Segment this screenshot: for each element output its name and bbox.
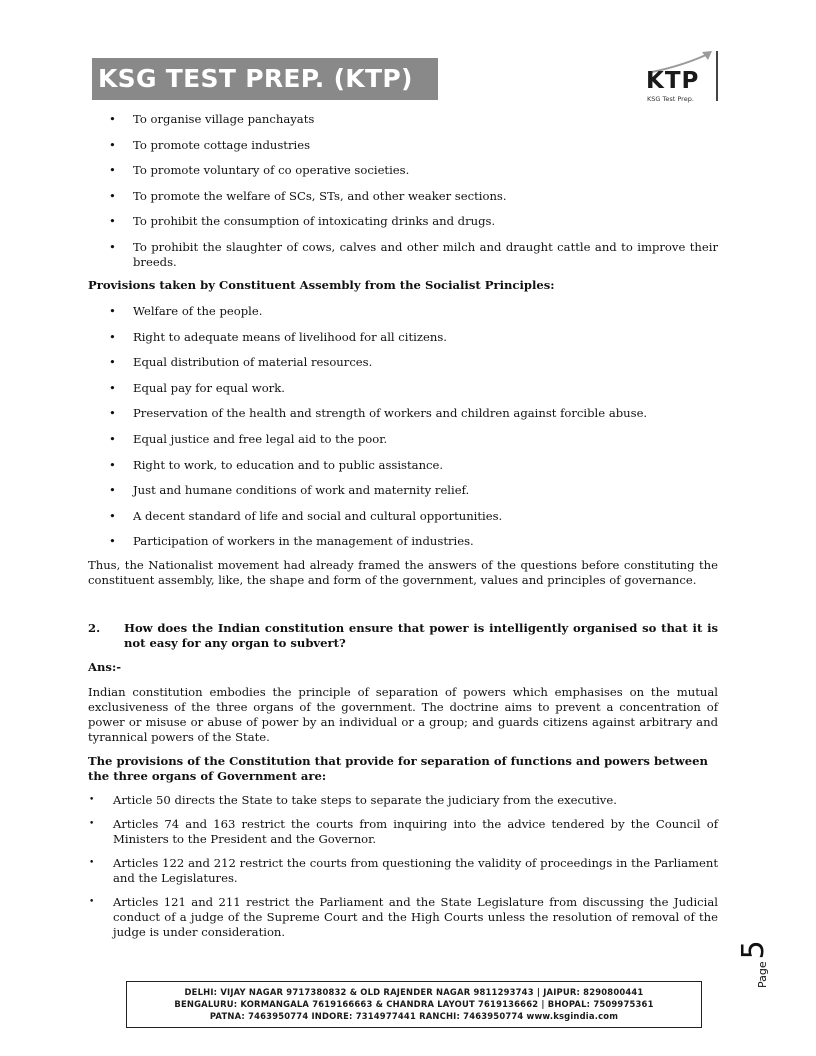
list-item: • Preservation of the health and strength of workers and children against forcible abuse. xyxy=(88,406,718,421)
footer-line: DELHI: VIJAY NAGAR 9717380832 & OLD RAJENDER NAGAR 9811293743 | JAIPUR: 8290800441 xyxy=(184,987,644,997)
list-item: • To prohibit the consumption of intoxicating drinks and drugs. xyxy=(88,214,718,229)
nationalist-movement-paragraph: Thus, the Nationalist movement had already framed the answers of the questions before constituting the constituent assembly, like, the shape and form of the government, values and principles of governance. xyxy=(88,558,718,588)
socialist-principles-heading: Provisions taken by Constituent Assembly from the Socialist Principles: xyxy=(88,277,555,292)
list-item: • To promote cottage industries xyxy=(88,138,718,153)
logo-divider xyxy=(716,51,718,101)
list-item: • Right to adequate means of livelihood for all citizens. xyxy=(88,330,718,345)
logo-subtitle: KSG Test Prep. xyxy=(647,95,694,103)
footer-line: BENGALURU: KORMANGALA 7619166663 & CHANDRA LAYOUT 7619136662 | BHOPAL: 7509975361 xyxy=(174,999,654,1009)
list-item: • Welfare of the people. xyxy=(88,304,718,319)
page-content xyxy=(88,112,718,949)
question-2 xyxy=(88,621,718,651)
question-text: How does the Indian constitution ensure that power is intelligently organised so that it is not easy for any organ to subvert? xyxy=(124,621,718,651)
village-policy-list xyxy=(88,112,718,270)
ktp-logo xyxy=(646,48,722,104)
list-item: • To promote the welfare of SCs, STs, and other weaker sections. xyxy=(88,189,718,204)
footer-line: PATNA: 7463950774 INDORE: 7314977441 RANCHI: 7463950774 www.ksgindia.com xyxy=(209,1011,619,1021)
list-item: • Articles 122 and 212 restrict the courts from questioning the validity of proceedings in the Parliament and the Legislatures. xyxy=(88,856,718,886)
list-item: • To promote voluntary of co operative societies. xyxy=(88,163,718,178)
socialist-principles-list xyxy=(88,304,718,549)
list-item: • To prohibit the slaughter of cows, calves and other milch and draught cattle and to improve their breeds. xyxy=(88,240,718,270)
list-item: • To organise village panchayats xyxy=(88,112,718,127)
list-item: • Article 50 directs the State to take steps to separate the judiciary from the executive. xyxy=(88,793,718,808)
list-item: • Participation of workers in the management of industries. xyxy=(88,534,718,549)
list-item: • Just and humane conditions of work and maternity relief. xyxy=(88,483,718,498)
page-label: Page xyxy=(756,961,769,988)
separation-of-powers-paragraph: Indian constitution embodies the principle of separation of powers which emphasises on the mutual exclusiveness of the three organs of the government. The doctrine aims to prevent a concentration of power or misuse or abuse of power by an individual or a group; and guards citizens against arbitrary and tyrannical powers of the State. xyxy=(88,685,718,745)
list-item: • Equal pay for equal work. xyxy=(88,381,718,396)
constitution-provisions-list xyxy=(88,793,718,940)
list-item: • Equal distribution of material resources. xyxy=(88,355,718,370)
question-number: 2. xyxy=(88,621,101,636)
answer-label: Ans:- xyxy=(88,660,122,675)
list-item: • Equal justice and free legal aid to the poor. xyxy=(88,432,718,447)
page-digit: 5 xyxy=(736,940,771,960)
footer-contact-box xyxy=(126,981,702,1028)
provisions-heading: The provisions of the Constitution that provide for separation of functions and powers between the three organs of Government are: xyxy=(88,754,708,784)
page-number xyxy=(737,932,769,988)
list-item: • Articles 121 and 211 restrict the Parliament and the State Legislature from discussing the Judicial conduct of a judge of the Supreme Court and the High Courts unless the resolution of removal of the judge is under consideration. xyxy=(88,895,718,940)
list-item: • Right to work, to education and to public assistance. xyxy=(88,458,718,473)
list-item: • A decent standard of life and social and cultural opportunities. xyxy=(88,509,718,524)
list-item: • Articles 74 and 163 restrict the courts from inquiring into the advice tendered by the Council of Ministers to the President and the Governor. xyxy=(88,817,718,847)
logo-text: KTP xyxy=(646,68,700,94)
header-title: KSG TEST PREP. (KTP) xyxy=(92,58,438,100)
